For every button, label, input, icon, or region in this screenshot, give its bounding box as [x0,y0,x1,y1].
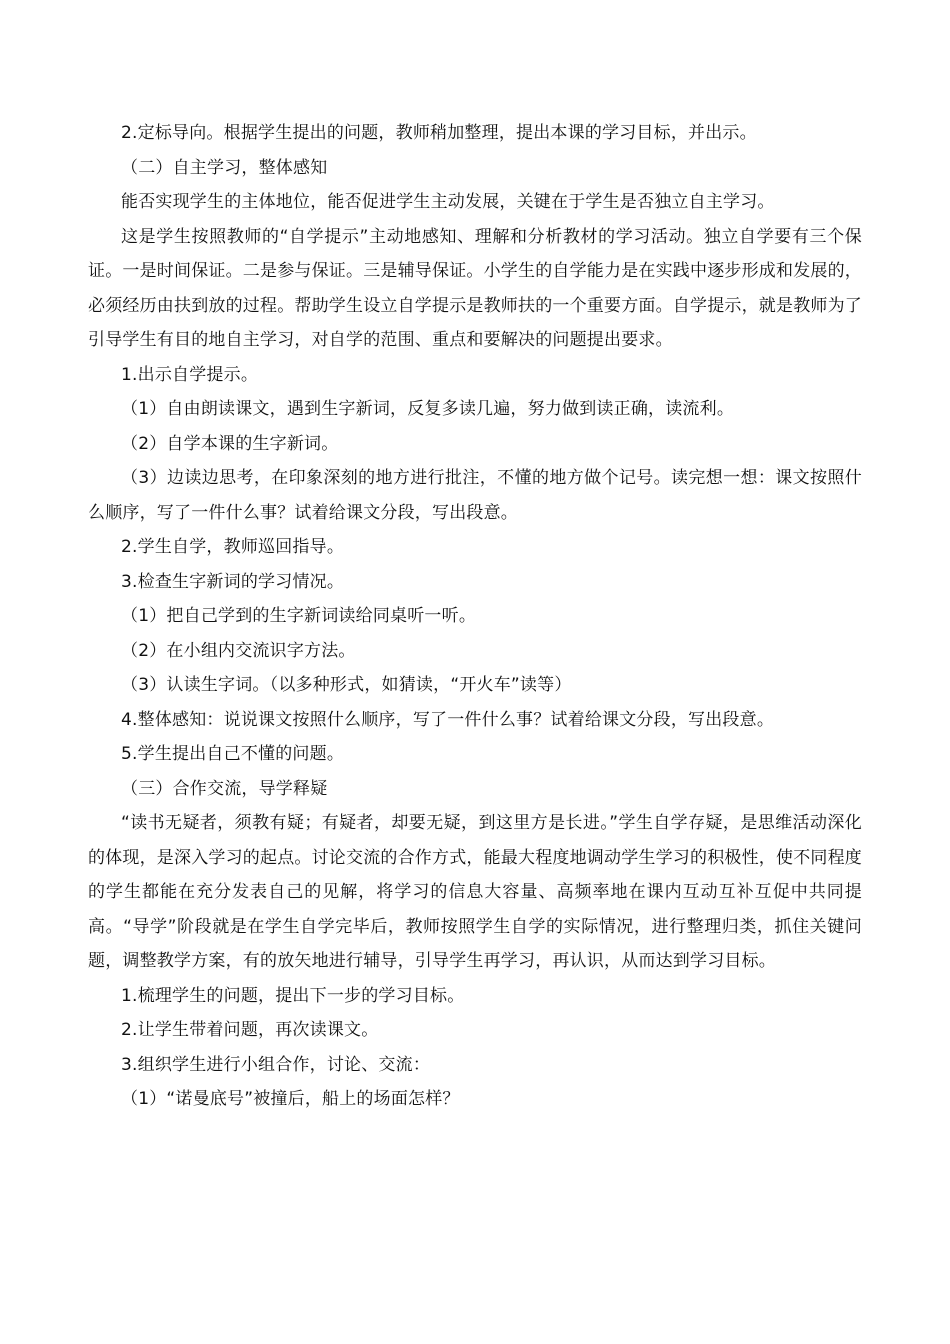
list-item: 1.出示自学提示。 [121,364,259,385]
section-heading: （三）合作交流，导学释疑 [121,778,328,799]
list-item: 2.让学生带着问题，再次读课文。 [121,1020,379,1040]
list-item: 5.学生提出自己不懂的问题。 [121,744,345,764]
list-item: （1）自由朗读课文，遇到生字新词，反复多读几遍，努力做到读正确，读流利。 [121,399,735,419]
list-item: （2）在小组内交流识字方法。 [121,640,356,661]
list-item: （2）自学本课的生字新词。 [121,433,339,454]
list-item: 3.组织学生进行小组合作，讨论、交流： [121,1054,431,1075]
list-item: （3）边读边思考，在印象深刻的地方进行批注，不懂的地方做个记号。读完想一想：课文按照什么顺序，写了一件什么事？试着给课文分段，写出段意。 [88,468,862,523]
document-page [88,116,862,1117]
list-item: （3）认读生字词。（以多种形式，如猜读，“开火车”读等） [121,675,572,695]
list-item: 3.检查生字新词的学习情况。 [121,571,345,592]
list-item: 2.学生自学，教师巡回指导。 [121,537,345,557]
section-heading: （二）自主学习，整体感知 [121,157,328,178]
list-item: 4.整体感知：说说课文按照什么顺序，写了一件什么事？试着给课文分段，写出段意。 [121,709,775,730]
paragraph: “读书无疑者，须教有疑；有疑者，却要无疑，到这里方是长进。”学生自学存疑，是思维活动深化的体现，是深入学习的起点。讨论交流的合作方式，能最大程度地调动学生学习的积极性，使不同程度的学生都能在充分发表自己的见解，将学习的信息大容量、高频率地在课内互动互补互促中共同提高。“导学”阶段就是在学生自学完毕后，教师按照学生自学的实际情况，进行整理归类，抓住关键问题，调整教学方案，有的放矢地进行辅导，引导学生再学习，再认识，从而达到学习目标。 [88,813,862,971]
paragraph: 2.定标导向。根据学生提出的问题，教师稍加整理，提出本课的学习目标，并出示。 [121,123,757,143]
paragraph: 这是学生按照教师的“自学提示”主动地感知、理解和分析教材的学习活动。独立自学要有三个保证。一是时间保证。二是参与保证。三是辅导保证。小学生的自学能力是在实践中逐步形成和发展的，必须经历由扶到放的过程。帮助学生设立自学提示是教师扶的一个重要方面。自学提示，就是教师为了引导学生有目的地自主学习，对自学的范围、重点和要解决的问题提出要求。 [88,226,862,350]
paragraph: 能否实现学生的主体地位，能否促进学生主动发展，关键在于学生是否独立自主学习。 [121,192,775,212]
list-item: 1.梳理学生的问题，提出下一步的学习目标。 [121,985,465,1006]
list-item: （1）把自己学到的生字新词读给同桌听一听。 [121,606,477,626]
list-item: （1）“诺曼底号”被撞后，船上的场面怎样？ [121,1089,460,1109]
